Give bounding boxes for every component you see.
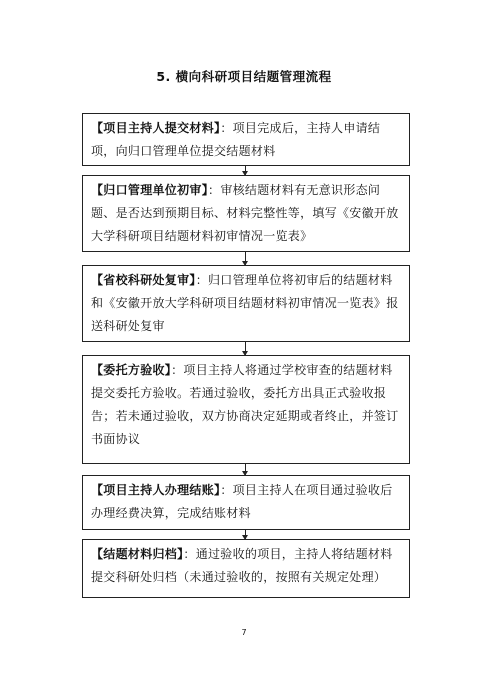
flow-step-preliminary-review xyxy=(82,175,410,252)
step-heading: 【省校科研处复审】 xyxy=(91,273,196,287)
step-body: ：项目完成后，主持人申请结项，向归口管理单位提交结题材料 xyxy=(91,121,381,158)
step-heading: 【项目主持人办理结账】 xyxy=(91,483,221,497)
flow-arrow xyxy=(245,464,246,475)
step-heading: 【项目主持人提交材料】 xyxy=(91,121,221,135)
step-heading: 【委托方验收】 xyxy=(91,363,172,377)
step-body: ：项目主持人在项目通过验收后办理经费决算，完成结账材料 xyxy=(91,483,393,520)
flow-step-settlement xyxy=(82,475,410,530)
step-body: ：项目主持人将通过学校审查的结题材料提交委托方验收。若通过验收，委托方出具正式验收报告；若未通过验收，双方协商决定延期或者终止，并签订书面协议 xyxy=(91,363,399,446)
step-heading: 【结题材料归档】 xyxy=(91,547,184,561)
step-body: ：通过验收的项目，主持人将结题材料提交科研处归档（未通过验收的，按照有关规定处理） xyxy=(91,547,393,584)
step-body: ：归口管理单位将初审后的结题材料和《安徽开放大学科研项目结题材料初审情况一览表》报送科研处复审 xyxy=(91,273,399,333)
flow-step-re-review xyxy=(82,265,410,342)
flow-step-submit-materials xyxy=(82,113,410,166)
flow-arrow xyxy=(245,342,246,355)
step-body: ：审核结题材料有无意识形态问题、是否达到预期目标、材料完整性等，填写《安徽开放大学科研项目结题材料初审情况一览表》 xyxy=(91,183,399,243)
flow-arrow xyxy=(245,166,246,175)
flow-arrow xyxy=(245,252,246,265)
document-title: 5. 横向科研项目结题管理流程 xyxy=(156,69,332,84)
flow-arrow xyxy=(245,530,246,539)
flow-step-client-acceptance xyxy=(82,355,410,464)
flow-step-archiving xyxy=(82,539,410,598)
page-number: 7 xyxy=(241,628,247,637)
step-heading: 【归口管理单位初审】 xyxy=(91,183,209,197)
